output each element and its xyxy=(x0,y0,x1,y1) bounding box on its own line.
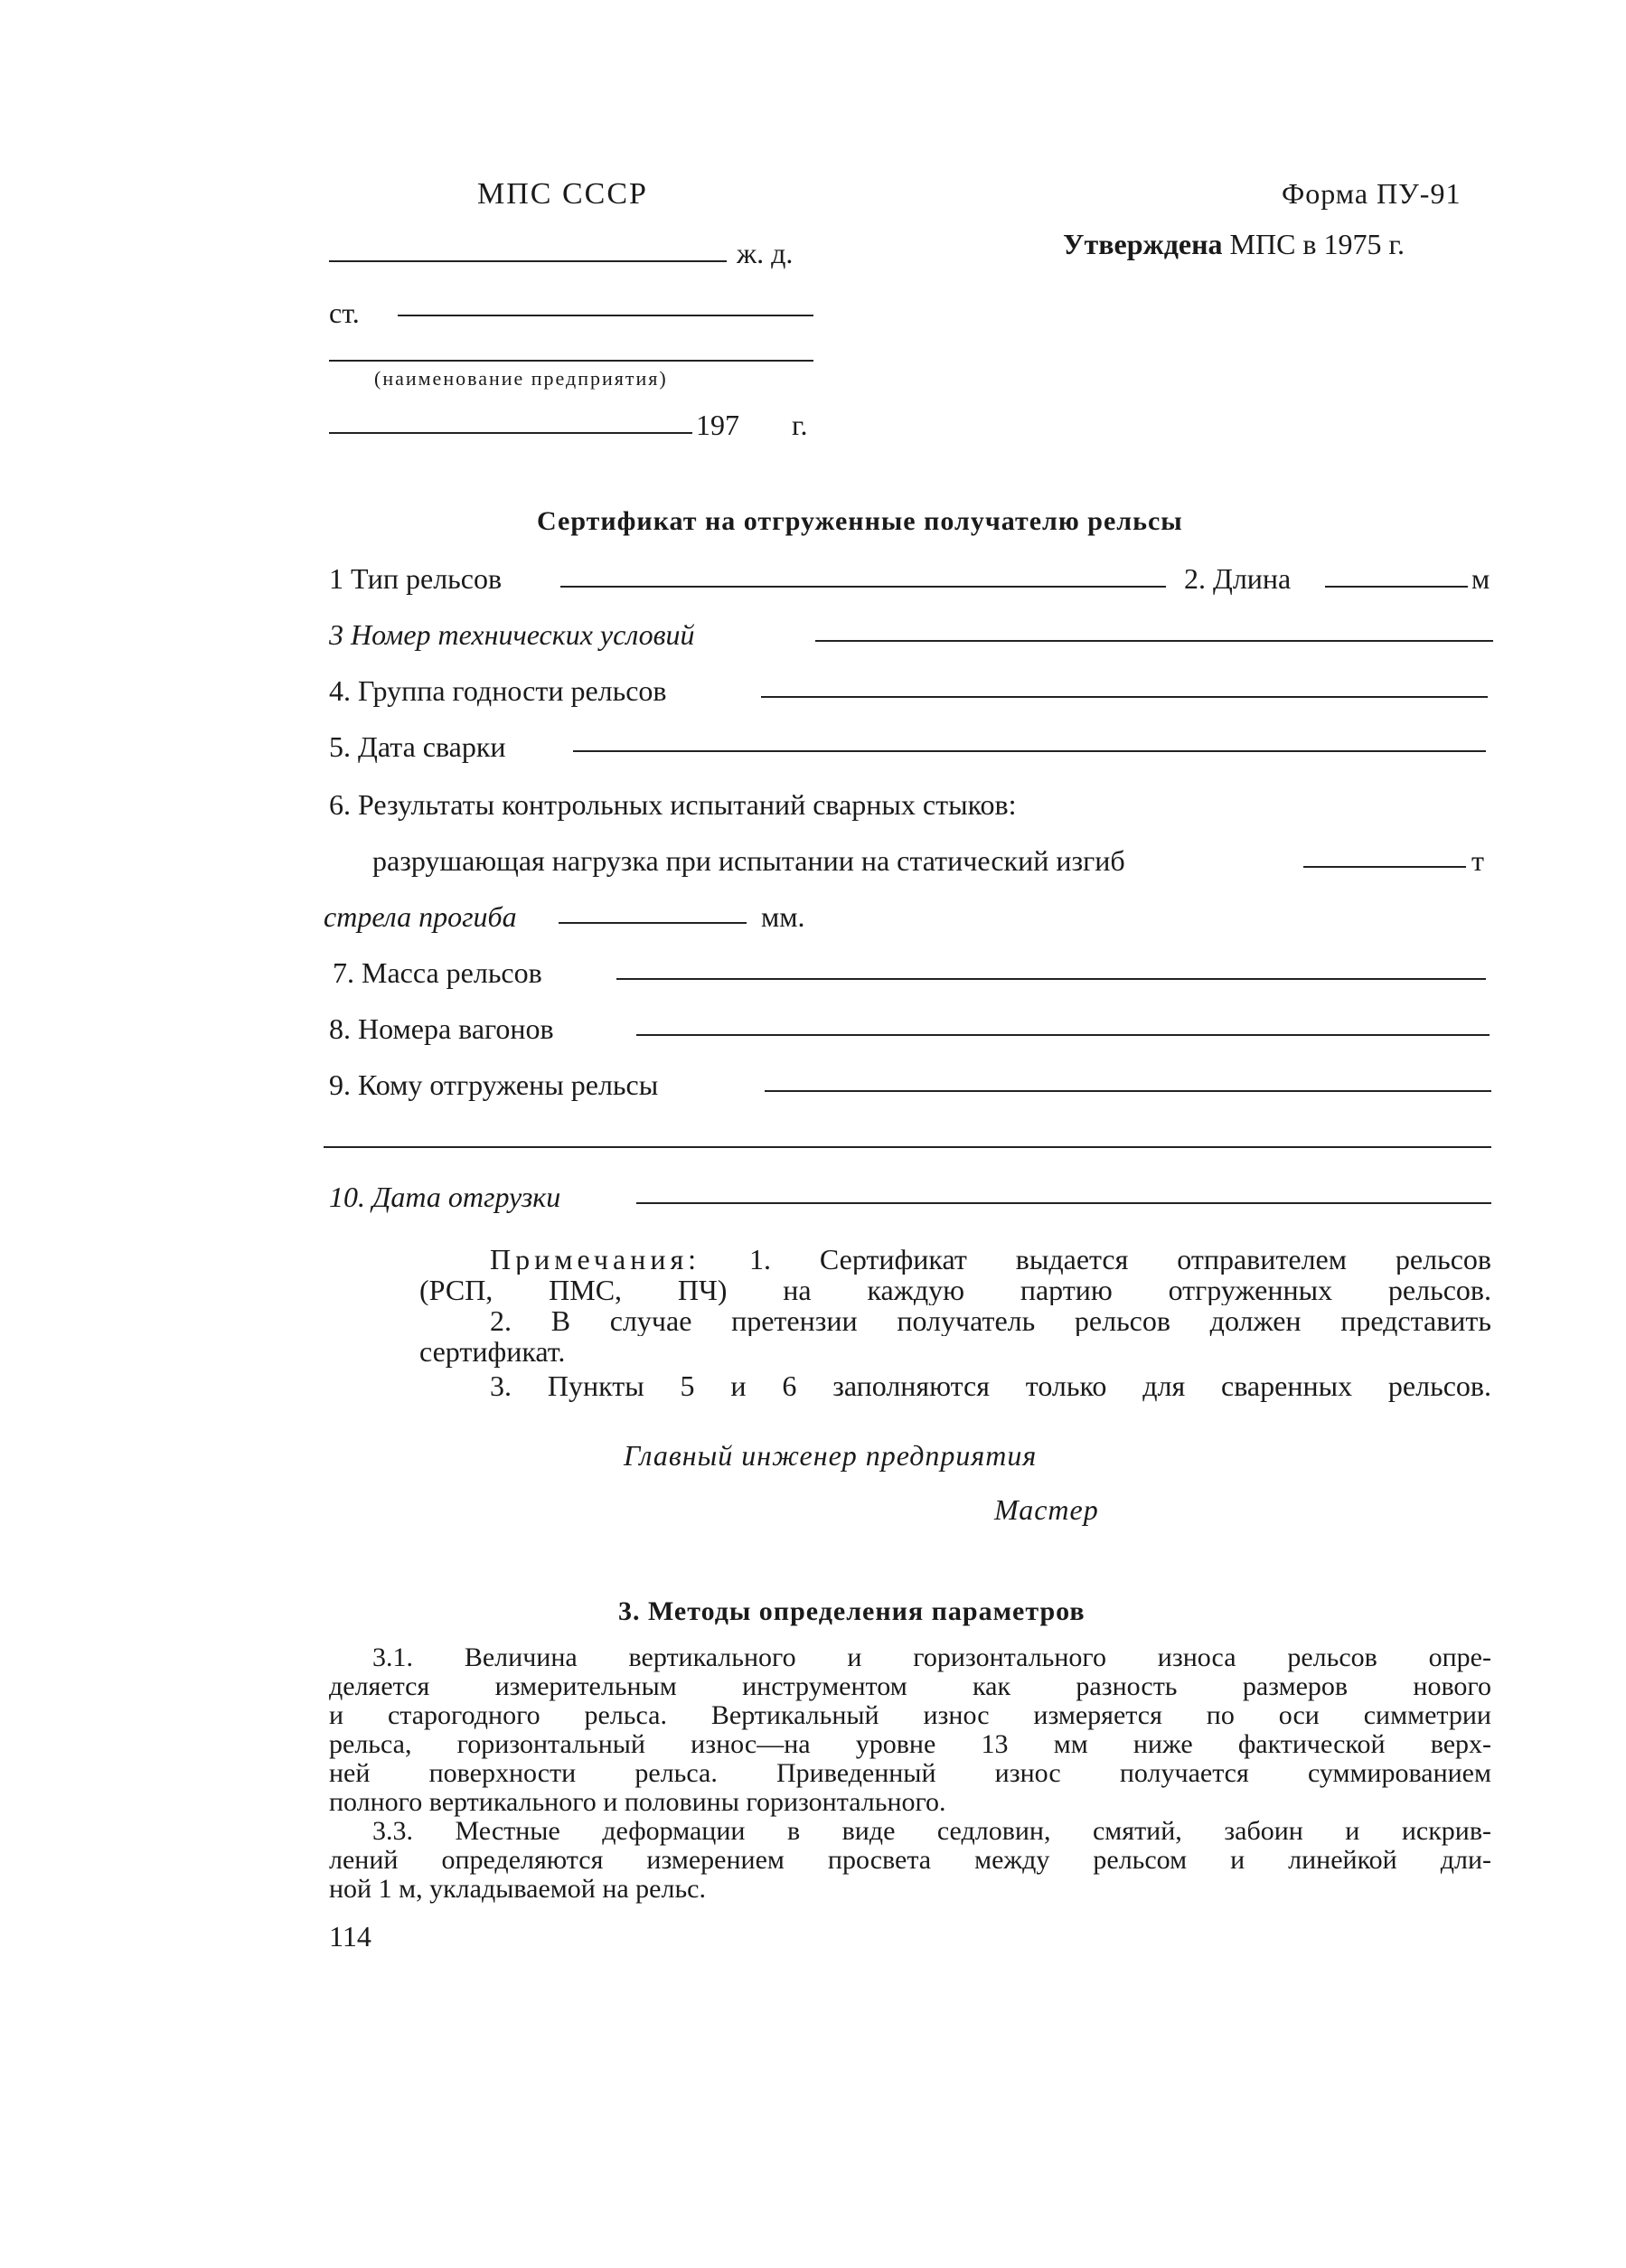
item5-blank-line xyxy=(573,750,1486,752)
notes-heading: Примечания: xyxy=(490,1244,701,1275)
item8-label: 8. Номера вагонов xyxy=(329,1012,554,1045)
page-number: 114 xyxy=(329,1920,371,1953)
note1-text-a: 1. Сертификат выдается отправителем рельсов xyxy=(748,1244,1491,1275)
item4-label: 4. Группа годности рельсов xyxy=(329,674,667,707)
station-blank-line xyxy=(398,315,813,316)
p2-line: ной 1 м, укладываемой на рельс. xyxy=(329,1874,706,1904)
master-label: Мастер xyxy=(994,1493,1099,1526)
item8-blank-line xyxy=(636,1034,1490,1036)
deflection-blank-line xyxy=(559,922,747,924)
notes-block xyxy=(419,1244,1491,1405)
railway-suffix: ж. д. xyxy=(737,237,794,269)
section-paragraph-2 xyxy=(329,1817,1491,1904)
p2-line: лений определяются измерением просвета между рельсом и линейкой дли- xyxy=(329,1846,1491,1875)
year-suffix: г. xyxy=(792,409,808,441)
p1-line: и старогодного рельса. Вертикальный износ измеряется по оси симметрии xyxy=(329,1701,1491,1730)
railway-blank-line xyxy=(329,260,727,262)
deflection-unit: мм. xyxy=(761,900,805,933)
item10-label: 10. Дата отгрузки xyxy=(329,1181,561,1213)
note2-line-a: 2. В случае претензии получатель рельсов должен представить xyxy=(490,1305,1491,1336)
item1-label: 1 Тип рельсов xyxy=(329,562,503,595)
p1-line: рельса, горизонтальный износ—на уровне 13 мм ниже фактической верх- xyxy=(329,1730,1491,1759)
item2-label: 2. Длина xyxy=(1184,562,1292,595)
item1-blank-line xyxy=(560,586,1166,588)
item10-blank-line xyxy=(636,1202,1491,1204)
enterprise-blank-line xyxy=(329,360,813,362)
item9-extra-line xyxy=(324,1146,1491,1148)
load-unit: т xyxy=(1471,844,1484,877)
ministry-label: МПС СССР xyxy=(477,177,648,211)
p2-line: 3.3. Местные деформации в виде седловин, смятий, забоин и искрив- xyxy=(372,1817,1491,1846)
note1-line-a xyxy=(419,1244,1491,1275)
form-number: Форма ПУ-91 xyxy=(1282,177,1462,210)
deflection-label xyxy=(324,900,517,934)
item4-blank-line xyxy=(761,696,1488,698)
note2-line-b: сертификат. xyxy=(419,1335,566,1368)
approved-rest: МПС в 1975 г. xyxy=(1229,228,1405,260)
enterprise-caption: (наименование предприятия) xyxy=(374,367,668,390)
note1-line-b: (РСП, ПМС, ПЧ) на каждую партию отгруженных рельсов. xyxy=(419,1275,1491,1305)
section-paragraph-1 xyxy=(329,1643,1491,1817)
note3-line: 3. Пункты 5 и 6 заполняются только для сваренных рельсов. xyxy=(490,1369,1491,1402)
p1-line: 3.1. Величина вертикального и горизонтального износа рельсов опре- xyxy=(372,1643,1491,1672)
p1-line: деляется измерительным инструментом как разность размеров нового xyxy=(329,1672,1491,1701)
item9-label: 9. Кому отгружены рельсы xyxy=(329,1068,659,1101)
station-prefix: ст. xyxy=(329,296,360,329)
year-text: 197 xyxy=(696,409,739,441)
section-title: 3. Методы определения параметров xyxy=(618,1596,1086,1626)
p1-line: полного вертикального и половины горизонтального. xyxy=(329,1787,946,1817)
p1-line: ней поверхности рельса. Приведенный износ получается суммированием xyxy=(329,1759,1491,1788)
approved-prefix: Утверждена xyxy=(1063,228,1223,260)
item3-label: 3 Номер технических условий xyxy=(329,618,695,651)
item2-blank-line xyxy=(1325,586,1468,588)
approval-line xyxy=(1063,228,1405,261)
item2-unit: м xyxy=(1471,562,1490,595)
item7-blank-line xyxy=(616,978,1486,980)
certificate-title: Сертификат на отгруженные получателю рельсы xyxy=(537,506,1183,536)
deflection-label-text: стрела прогиба xyxy=(324,900,517,933)
item6-label: 6. Результаты контрольных испытаний сварных стыков: xyxy=(329,788,1017,821)
item3-blank-line xyxy=(815,640,1493,642)
item9-blank-line xyxy=(765,1090,1491,1092)
item5-label: 5. Дата сварки xyxy=(329,730,506,763)
item7-label: 7. Масса рельсов xyxy=(333,956,542,989)
load-label: разрушающая нагрузка при испытании на статический изгиб xyxy=(372,844,1125,877)
load-blank-line xyxy=(1303,866,1466,868)
chief-engineer-label: Главный инженер предприятия xyxy=(624,1439,1038,1472)
date-blank-line xyxy=(329,432,692,434)
